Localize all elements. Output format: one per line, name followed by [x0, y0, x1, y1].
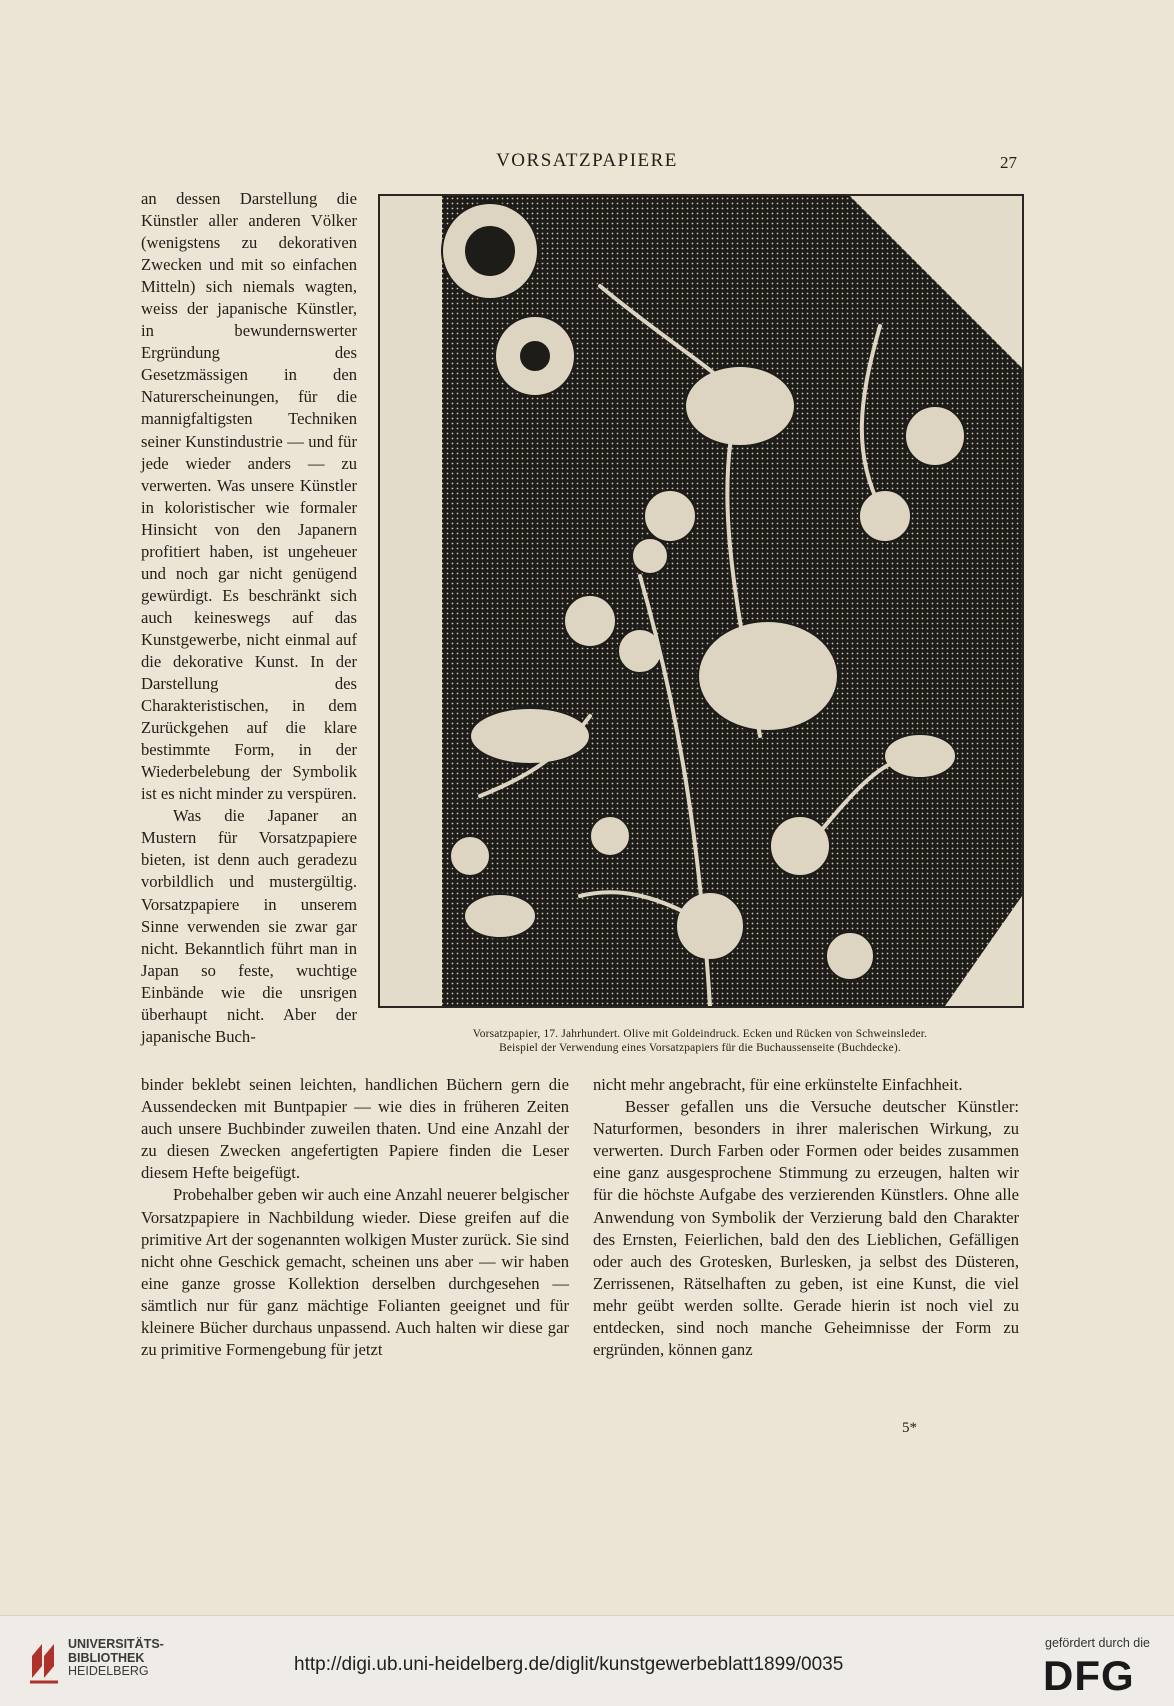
signature-mark: 5* [902, 1420, 917, 1436]
viewer-footer [0, 1615, 1174, 1706]
paragraph: Probehalber geben wir auch eine Anzahl neuerer belgischer Vorsatzpapiere in Nachbildung wieder. Diese greifen auf die primitive Art der sogenannten wolkigen Muster zurück. Sie sind nicht ohne Geschick gemacht, scheinen uns aber — wir haben eine ganze grosse Kollektion derselben durchgesehen — sämtlich nur für ganz mächtige Folianten geeignet und für kleinere Bücher durchaus unpassend. Auch halten wir diese gar zu primitive Formengebung für jetzt [141, 1185, 569, 1360]
bottom-left-column-text [141, 1074, 569, 1361]
page-number: 27 [1000, 153, 1017, 172]
paragraph: Besser gefallen uns die Versuche deutscher Künstler: Naturformen, besonders in ihrer malerischen Wirkung, zu verwerten. Durch Farben oder Formen oder beides zusammen eine ganz ausgesprochene Stimmung zu erzeugen, halten wir für die höchste Aufgabe des verzierenden Künstlers. Ohne alle Anwendung von Symbolik der Verzierung bald den Charakter des Ernsten, Feierlichen, bald den des Lieblichen, Gefälligen oder auch des Grotesken, Burlesken, ja selbst des Düsteren, Zerrissenen, Rätselhaften zu geben, ist eine Kunst, die viel mehr geübt werden sollte. Gerade hierin ist noch viel zu entdecken, sind noch manche Geheimnisse der Form zu ergründen, können ganz [593, 1097, 1019, 1360]
caption-line: Vorsatzpapier, 17. Jahrhundert. Olive mit Goldeindruck. Ecken und Rücken von Schweinsleder. [472, 1028, 928, 1040]
library-name [68, 1638, 164, 1679]
document-url-link[interactable]: http://digi.ub.uni-heidelberg.de/diglit/kunstgewerbeblatt1899/0035 [294, 1654, 844, 1675]
library-line: BIBLIOTHEK [68, 1650, 145, 1665]
bottom-right-column-text [593, 1074, 1019, 1361]
paragraph: Was die Japaner an Mustern für Vorsatzpapiere bieten, ist denn auch geradezu vorbildlich und mustergültig. Vorsatzpapiere in unserem Sinne verwenden sie zwar gar nicht. Bekanntlich führt man in Japan so feste, wuchtige Einbände wie die unsrigen überhaupt nicht. Aber der japanische Buch- [141, 806, 357, 1046]
funded-by-label: gefördert durch die [1045, 1636, 1150, 1650]
dfg-logo: DFG [1043, 1652, 1135, 1699]
left-column-text [141, 188, 357, 1048]
caption-line: Beispiel der Verwendung eines Vorsatzpapiers für die Buchaussenseite (Buchdecke). [499, 1042, 901, 1054]
endpaper-illustration [378, 194, 1024, 1008]
library-line: HEIDELBERG [68, 1664, 149, 1678]
paragraph: binder beklebt seinen leichten, handlichen Büchern gern die Aussendecken mit Buntpapier — wie dies in früheren Zeiten auch unsere Buchbinder zuweilen thaten. Und eine Anzahl der zu diesen Zwecken angefertigten Papiere finden die Leser diesem Hefte beigefügt. [141, 1075, 569, 1183]
figure-caption [380, 1027, 1020, 1055]
running-head: VORSATZPAPIERE [496, 150, 678, 171]
paragraph: an dessen Darstellung die Künstler aller anderen Völker (wenigstens zu dekorativen Zwecken und mit so einfachen Mitteln) sich niemals wagten, weiss der japanische Künstler, in bewundernswerter Ergründung des Gesetzmässigen in den Naturerscheinungen, für die mannigfaltigsten Techniken seiner Kunstindustrie — und für jede wieder anders — zu verwerten. Was unsere Künstler in koloristischer wie formaler Hinsicht von den Japanern profitiert haben, ist ungeheuer und noch gar nicht genügend gewürdigt. Es beschränkt sich auch keineswegs auf das Kunstgewerbe, nicht einmal auf die dekorative Kunst. In der Darstellung des Charakteristischen, in dem Zurückgehen auf die klare bestimmte Form, in der Wiederbelebung der Symbolik ist es nicht minder zu verspüren. [141, 189, 357, 804]
paragraph: nicht mehr angebracht, für eine erkünstelte Einfachheit. [593, 1075, 963, 1094]
university-library-logo-icon [28, 1638, 68, 1684]
floral-pattern-image [380, 196, 1022, 1006]
library-line: UNIVERSITÄTS- [68, 1637, 164, 1651]
